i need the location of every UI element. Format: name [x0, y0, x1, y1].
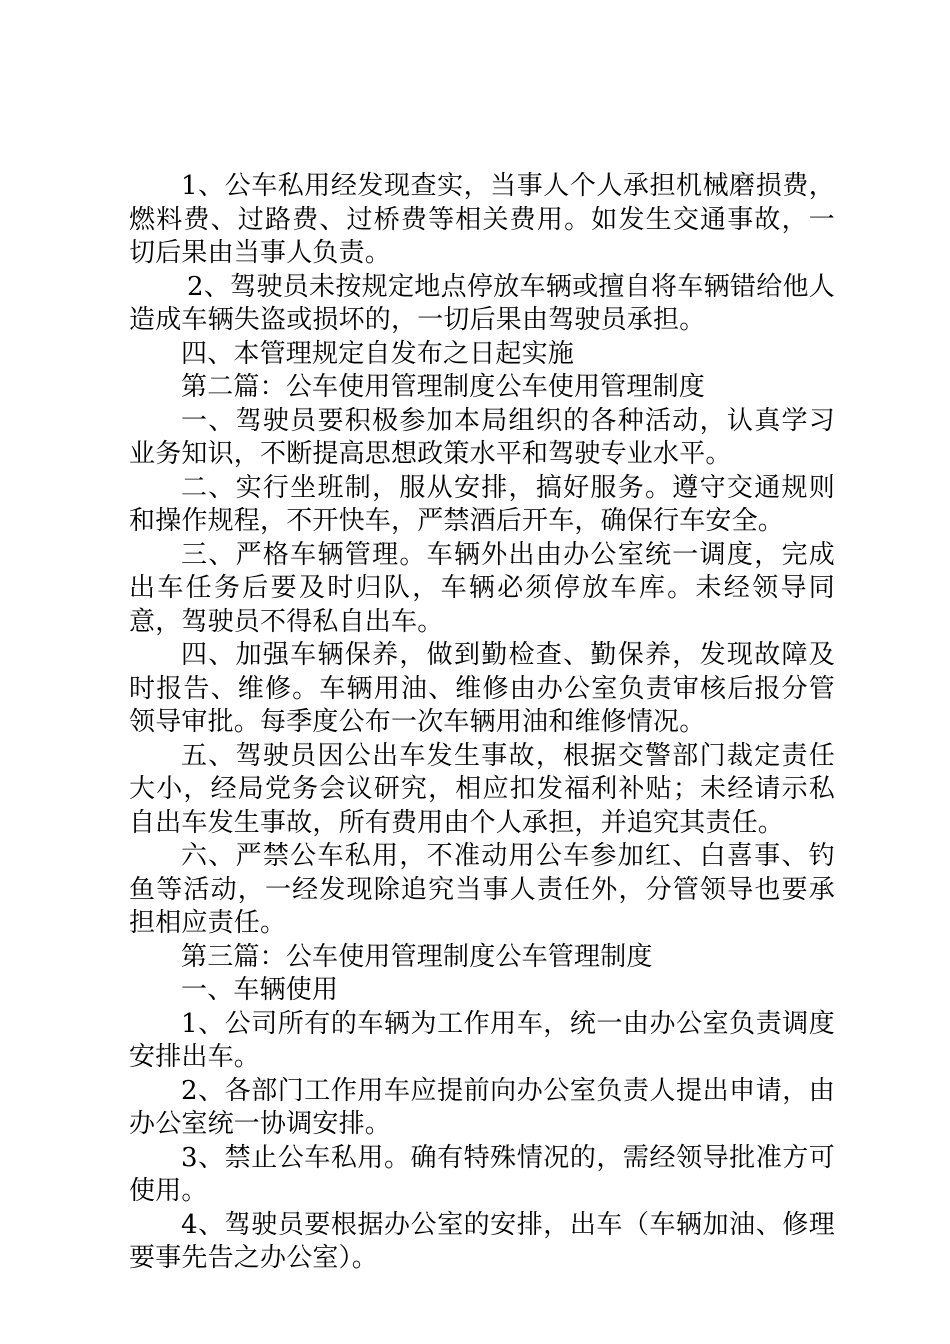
paragraph: 一、驾驶员要积极参加本局组织的各种活动，认真学习业务知识，不断提高思想政策水平和驾驶专业水平。 — [129, 405, 835, 469]
paragraph: 一、车辆使用 — [181, 975, 339, 1005]
paragraph: 六、严禁公车私用，不准动用公车参加红、白喜事、钓鱼等活动，一经发现除追究当事人责任外，分管领导也要承担相应责任。 — [129, 841, 835, 938]
paragraph: 1、公司所有的车辆为工作用车，统一由办公室负责调度安排出车。 — [129, 1008, 835, 1072]
paragraph: 1、公车私用经发现查实，当事人个人承担机械磨损费，燃料费、过路费、过桥费等相关费用。如发生交通事故，一切后果由当事人负责。 — [129, 171, 835, 268]
paragraph: 2、驾驶员未按规定地点停放车辆或擅自将车辆错给他人造成车辆失盗或损坏的，一切后果由驾驶员承担。 — [129, 271, 835, 335]
section-heading: 第三篇：公车使用管理制度公车管理制度 — [181, 941, 653, 972]
section-heading: 第二篇：公车使用管理制度公车使用管理制度 — [181, 372, 706, 402]
paragraph: 四、本管理规定自发布之日起实施 — [181, 338, 575, 369]
paragraph: 3、禁止公车私用。确有特殊情况的，需经领导批准方可使用。 — [129, 1142, 835, 1206]
paragraph: 五、驾驶员因公出车发生事故，根据交警部门裁定责任大小，经局党务会议研究，相应扣发福利补贴；未经请示私自出车发生事故，所有费用由个人承担，并追究其责任。 — [129, 740, 835, 838]
paragraph: 2、各部门工作用车应提前向办公室负责人提出申请，由办公室统一协调安排。 — [129, 1075, 835, 1139]
paragraph: 四、加强车辆保养，做到勤检查、勤保养，发现故障及时报告、维修。车辆用油、维修由办公室负责审核后报分管领导审批。每季度公布一次车辆用油和维修情况。 — [129, 640, 835, 737]
paragraph: 二、实行坐班制，服从安排，搞好服务。遵守交通规则和操作规程，不开快车，严禁酒后开车，确保行车安全。 — [129, 472, 835, 536]
paragraph: 三、严格车辆管理。车辆外出由办公室统一调度，完成出车任务后要及时归队，车辆必须停放车库。未经领导同意，驾驶员不得私自出车。 — [129, 539, 835, 637]
paragraph: 4、驾驶员要根据办公室的安排，出车（车辆加油、修理要事先告之办公室）。 — [129, 1209, 835, 1273]
document-body — [129, 170, 835, 1276]
